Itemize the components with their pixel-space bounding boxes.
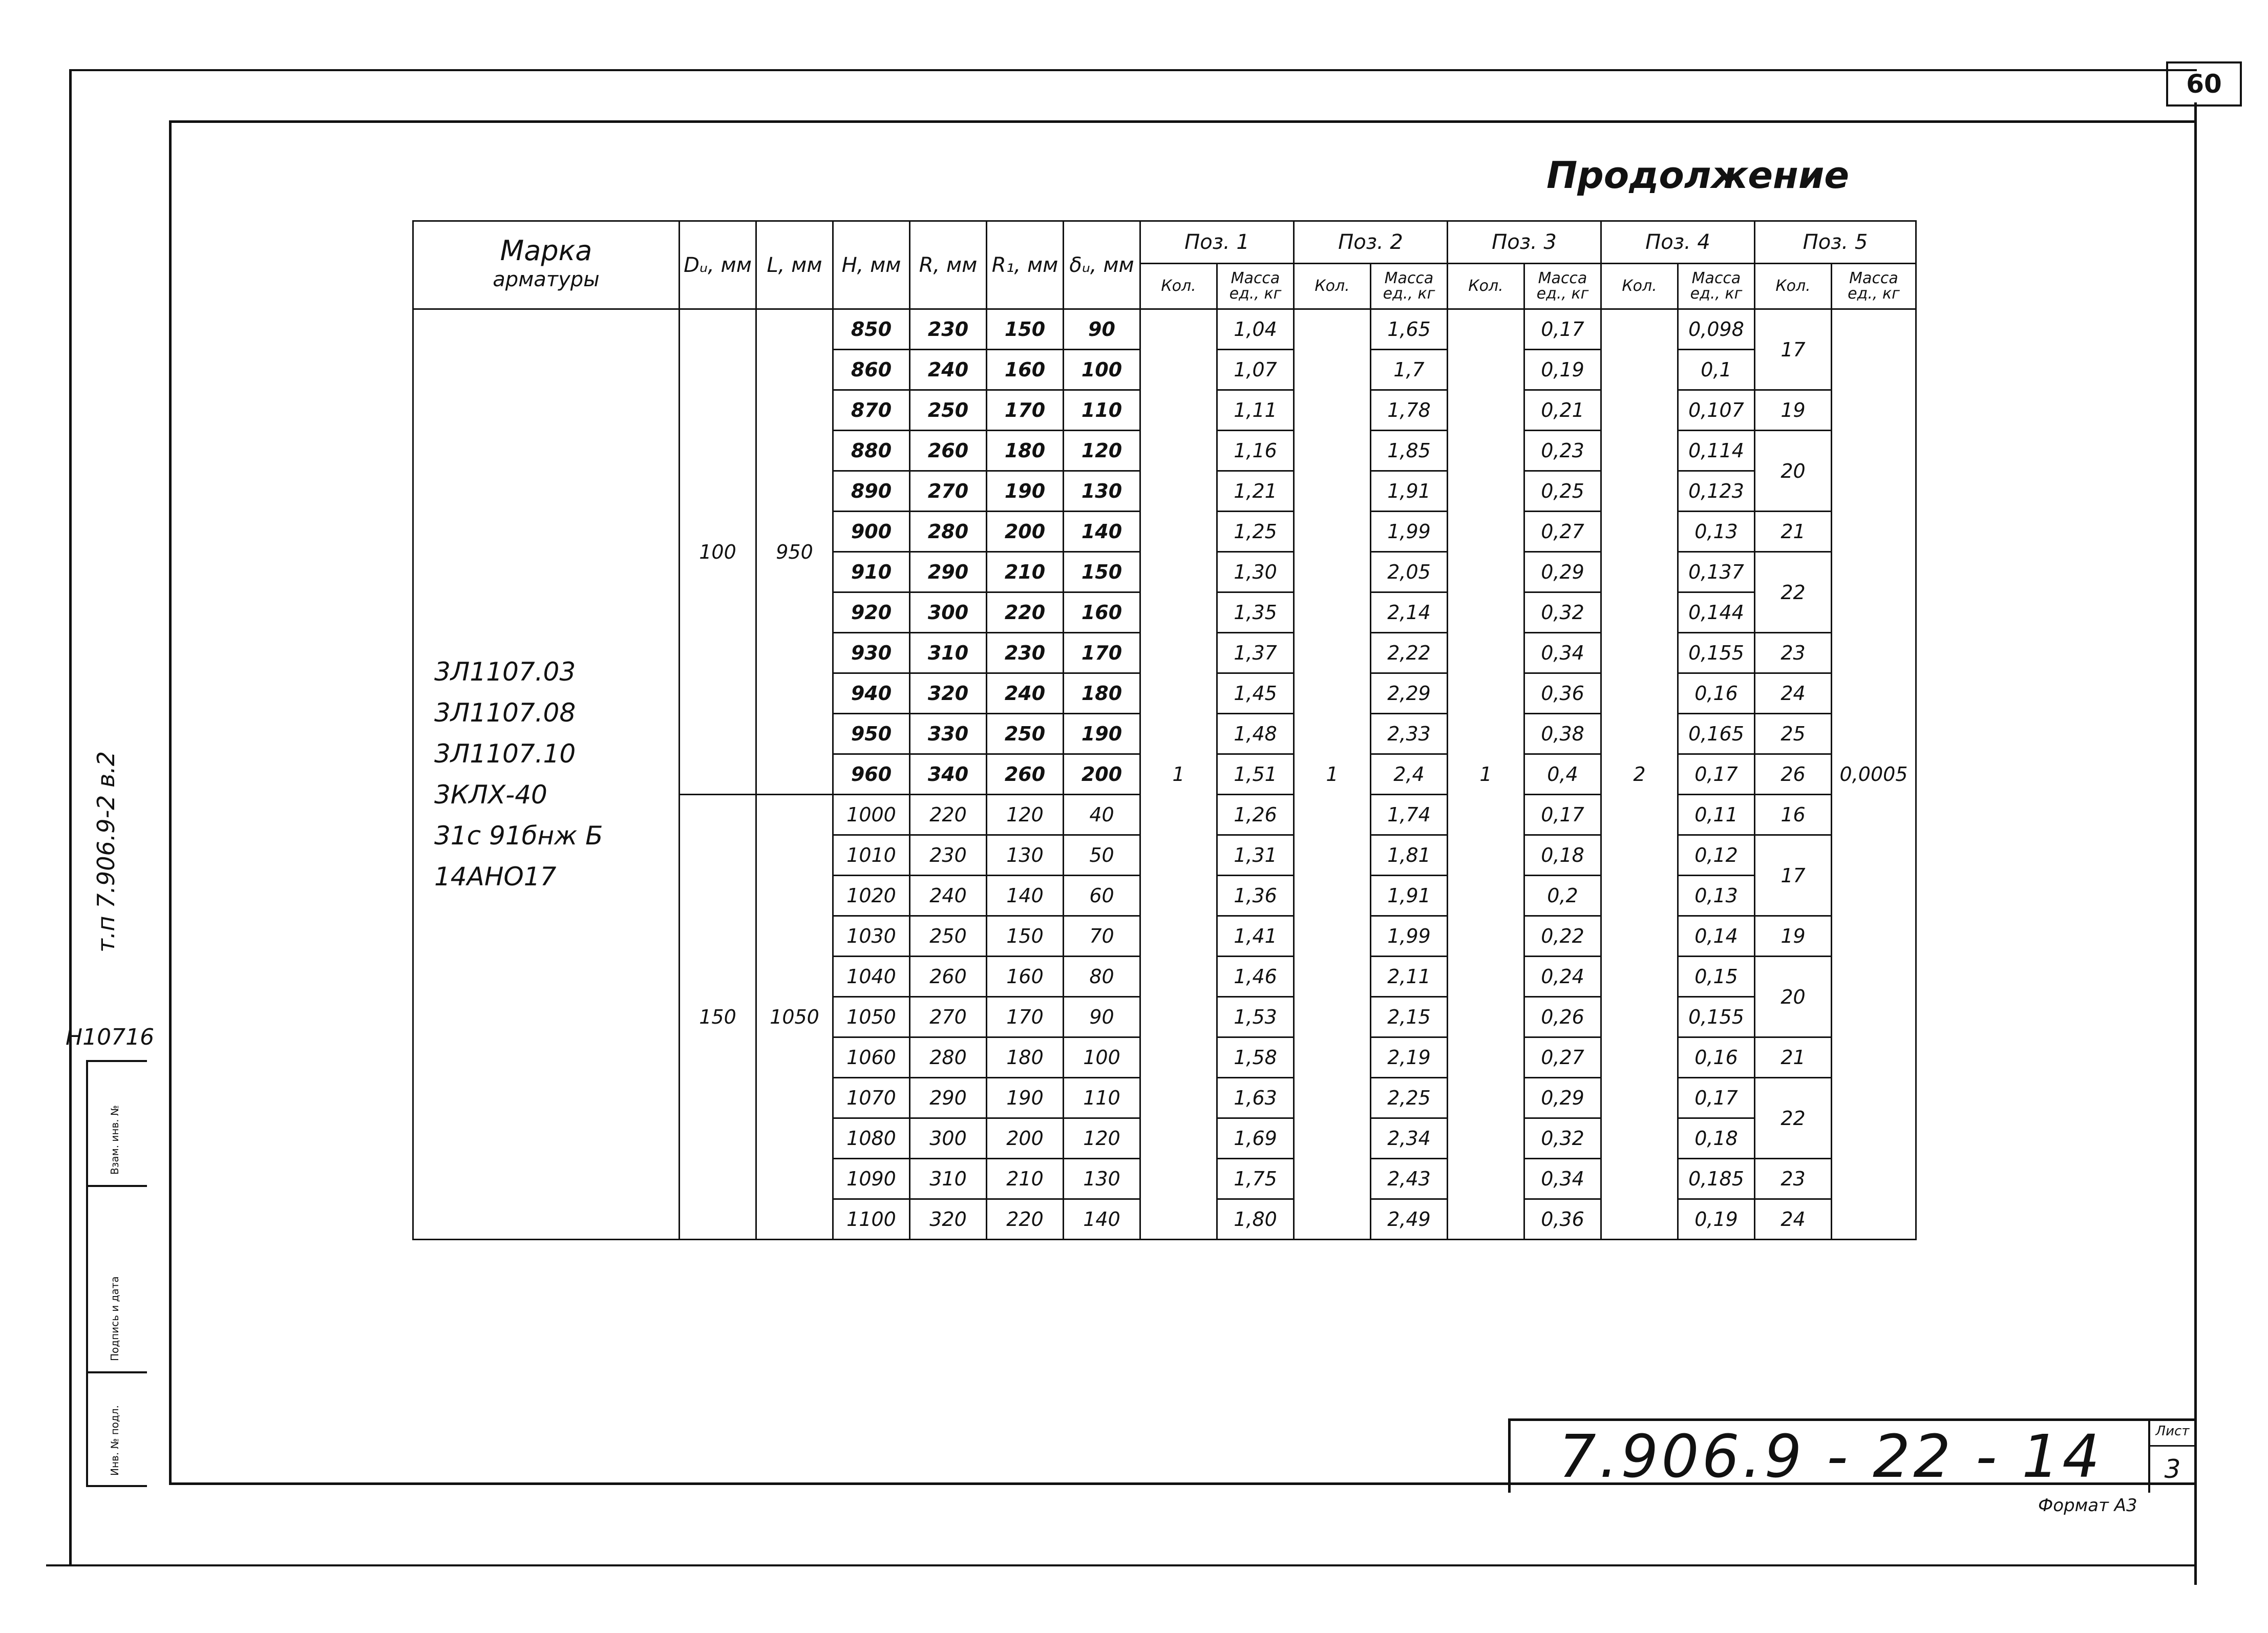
poz2-mass-cell: 1,7 — [1371, 350, 1448, 390]
r1-cell: 130 — [987, 835, 1064, 876]
stub-label: Инв. № подл. — [109, 1405, 121, 1476]
stub-cell-original — [88, 1373, 147, 1487]
poz5-mass-cell: 0,0005 — [1832, 309, 1916, 1240]
poz5-qty-cell: 17 — [1755, 309, 1832, 390]
stub-label: Подпись и дата — [109, 1276, 121, 1361]
h-cell: 1030 — [833, 916, 910, 957]
r-cell: 270 — [910, 997, 987, 1037]
r1-cell: 210 — [987, 1159, 1064, 1199]
mark-designation: 3Л1107.03 — [434, 657, 576, 687]
poz2-mass-cell: 2,22 — [1371, 633, 1448, 673]
poz2-mass-cell: 1,91 — [1371, 471, 1448, 512]
mark-designation: 3Л1107.10 — [434, 739, 576, 769]
poz1-mass-cell: 1,53 — [1217, 997, 1294, 1037]
du-header: Dᵤ, мм — [680, 221, 756, 309]
h-cell: 850 — [833, 309, 910, 350]
r-cell: 280 — [910, 512, 987, 552]
poz4-mass-cell: 0,18 — [1678, 1118, 1755, 1159]
r-cell: 230 — [910, 835, 987, 876]
delta-cell: 90 — [1064, 309, 1140, 350]
r1-cell: 260 — [987, 754, 1064, 795]
r1-cell: 200 — [987, 512, 1064, 552]
poz3-mass-cell: 0,36 — [1524, 673, 1601, 714]
poz2-mass-cell: 1,99 — [1371, 512, 1448, 552]
h-cell: 1000 — [833, 795, 910, 835]
poz2-mass-cell: 2,4 — [1371, 754, 1448, 795]
r-cell: 310 — [910, 633, 987, 673]
r-cell: 260 — [910, 957, 987, 997]
qty-header: Кол. — [1601, 264, 1678, 309]
h-cell: 950 — [833, 714, 910, 754]
poz2-mass-cell: 2,25 — [1371, 1078, 1448, 1118]
r1-cell: 230 — [987, 633, 1064, 673]
r1-cell: 240 — [987, 673, 1064, 714]
h-cell: 870 — [833, 390, 910, 431]
poz4-mass-cell: 0,17 — [1678, 1078, 1755, 1118]
qty-header: Кол. — [1448, 264, 1524, 309]
poz1-mass-cell: 1,31 — [1217, 835, 1294, 876]
poz4-mass-cell: 0,14 — [1678, 916, 1755, 957]
delta-cell: 140 — [1064, 512, 1140, 552]
poz3-mass-cell: 0,36 — [1524, 1199, 1601, 1240]
poz1-mass-cell: 1,11 — [1217, 390, 1294, 431]
poz3-mass-cell: 0,29 — [1524, 552, 1601, 592]
stub-cell-replacement — [88, 1062, 147, 1187]
poz2-mass-cell: 2,15 — [1371, 997, 1448, 1037]
continuation-label: Продолжение — [1546, 154, 1850, 197]
r-cell: 310 — [910, 1159, 987, 1199]
poz1-mass-cell: 1,45 — [1217, 673, 1294, 714]
poz3-mass-cell: 0,24 — [1524, 957, 1601, 997]
poz4-mass-cell: 0,13 — [1678, 876, 1755, 916]
r1-header: R₁, мм — [987, 221, 1064, 309]
poz1-mass-cell: 1,37 — [1217, 633, 1294, 673]
format-label: Формат А3 — [2038, 1495, 2137, 1516]
l-cell: 950 — [756, 309, 833, 795]
poz3-mass-cell: 0,34 — [1524, 633, 1601, 673]
poz4-mass-cell: 0,114 — [1678, 431, 1755, 471]
poz1-mass-cell: 1,36 — [1217, 876, 1294, 916]
mass-header: Масса ед., кг — [1217, 264, 1294, 309]
delta-cell: 180 — [1064, 673, 1140, 714]
h-cell: 1070 — [833, 1078, 910, 1118]
poz5-qty-cell: 20 — [1755, 957, 1832, 1037]
h-cell: 1040 — [833, 957, 910, 997]
r-cell: 340 — [910, 754, 987, 795]
poz1-mass-cell: 1,80 — [1217, 1199, 1294, 1240]
du-cell: 150 — [680, 795, 756, 1240]
poz3-mass-cell: 0,27 — [1524, 512, 1601, 552]
poz2-mass-cell: 2,29 — [1371, 673, 1448, 714]
poz4-mass-cell: 0,16 — [1678, 673, 1755, 714]
poz1-mass-cell: 1,48 — [1217, 714, 1294, 754]
h-cell: 900 — [833, 512, 910, 552]
r1-cell: 140 — [987, 876, 1064, 916]
poz4-mass-cell: 0,144 — [1678, 592, 1755, 633]
h-cell: 1060 — [833, 1037, 910, 1078]
qty-header: Кол. — [1140, 264, 1217, 309]
r-cell: 320 — [910, 1199, 987, 1240]
poz3-qty-cell: 1 — [1448, 309, 1524, 1240]
poz3-mass-cell: 0,32 — [1524, 1118, 1601, 1159]
poz3-mass-cell: 0,25 — [1524, 471, 1601, 512]
delta-cell: 110 — [1064, 1078, 1140, 1118]
r-cell: 250 — [910, 390, 987, 431]
sheet-divider — [2148, 1445, 2194, 1447]
mass-header: Масса ед., кг — [1678, 264, 1755, 309]
mark-designation: 3Л1107.08 — [434, 698, 576, 728]
poz2-mass-cell: 1,74 — [1371, 795, 1448, 835]
poz5-qty-cell: 21 — [1755, 1037, 1832, 1078]
poz4-mass-cell: 0,098 — [1678, 309, 1755, 350]
poz2-mass-cell: 2,19 — [1371, 1037, 1448, 1078]
poz2-mass-cell: 2,11 — [1371, 957, 1448, 997]
poz1-mass-cell: 1,25 — [1217, 512, 1294, 552]
delta-cell: 150 — [1064, 552, 1140, 592]
poz4-mass-cell: 0,123 — [1678, 471, 1755, 512]
delta-cell: 40 — [1064, 795, 1140, 835]
poz2-mass-cell: 1,65 — [1371, 309, 1448, 350]
poz2-mass-cell: 1,91 — [1371, 876, 1448, 916]
stub-cell-signature — [88, 1187, 147, 1373]
poz1-mass-cell: 1,75 — [1217, 1159, 1294, 1199]
r1-cell: 170 — [987, 390, 1064, 431]
poz3-mass-cell: 0,27 — [1524, 1037, 1601, 1078]
mass-header: Масса ед., кг — [1371, 264, 1448, 309]
poz2-mass-cell: 2,34 — [1371, 1118, 1448, 1159]
l-cell: 1050 — [756, 795, 833, 1240]
delta-cell: 140 — [1064, 1199, 1140, 1240]
delta-cell: 200 — [1064, 754, 1140, 795]
r1-cell: 200 — [987, 1118, 1064, 1159]
poz3-mass-cell: 0,17 — [1524, 795, 1601, 835]
poz5-qty-cell: 17 — [1755, 835, 1832, 916]
r-cell: 300 — [910, 592, 987, 633]
r1-cell: 170 — [987, 997, 1064, 1037]
r1-cell: 150 — [987, 916, 1064, 957]
poz1-mass-cell: 1,26 — [1217, 795, 1294, 835]
stub-label: Взам. инв. № — [109, 1105, 121, 1175]
delta-cell: 160 — [1064, 592, 1140, 633]
poz1-mass-cell: 1,07 — [1217, 350, 1294, 390]
h-cell: 1080 — [833, 1118, 910, 1159]
delta-cell: 130 — [1064, 1159, 1140, 1199]
delta-cell: 120 — [1064, 1118, 1140, 1159]
r-cell: 300 — [910, 1118, 987, 1159]
h-cell: 940 — [833, 673, 910, 714]
h-cell: 930 — [833, 633, 910, 673]
delta-header: δᵤ, мм — [1064, 221, 1140, 309]
poz1-mass-cell: 1,58 — [1217, 1037, 1294, 1078]
poz2-mass-cell: 2,14 — [1371, 592, 1448, 633]
r-cell: 250 — [910, 916, 987, 957]
r-cell: 240 — [910, 350, 987, 390]
poz1-mass-cell: 1,46 — [1217, 957, 1294, 997]
poz2-header: Поз. 2 — [1294, 221, 1448, 264]
poz5-header: Поз. 5 — [1755, 221, 1916, 264]
top-sheet-number: 60 — [2166, 61, 2242, 107]
poz4-mass-cell: 0,17 — [1678, 754, 1755, 795]
poz2-mass-cell: 1,85 — [1371, 431, 1448, 471]
delta-cell: 70 — [1064, 916, 1140, 957]
delta-cell: 100 — [1064, 350, 1140, 390]
marks-cell — [413, 309, 680, 1240]
poz5-qty-cell: 26 — [1755, 754, 1832, 795]
h-cell: 890 — [833, 471, 910, 512]
sheet-label: Лист — [2155, 1424, 2190, 1439]
poz1-mass-cell: 1,30 — [1217, 552, 1294, 592]
r1-cell: 210 — [987, 552, 1064, 592]
poz1-mass-cell: 1,16 — [1217, 431, 1294, 471]
r1-cell: 250 — [987, 714, 1064, 754]
poz3-mass-cell: 0,19 — [1524, 350, 1601, 390]
h-cell: 880 — [833, 431, 910, 471]
poz4-mass-cell: 0,107 — [1678, 390, 1755, 431]
poz3-mass-cell: 0,18 — [1524, 835, 1601, 876]
poz2-qty-cell: 1 — [1294, 309, 1371, 1240]
table-body — [413, 309, 1916, 1240]
poz3-mass-cell: 0,17 — [1524, 309, 1601, 350]
bottom-border-line — [46, 1564, 2194, 1566]
poz1-header: Поз. 1 — [1140, 221, 1294, 264]
poz4-mass-cell: 0,15 — [1678, 957, 1755, 997]
r1-cell: 160 — [987, 957, 1064, 997]
h-header: H, мм — [833, 221, 910, 309]
poz5-qty-cell: 24 — [1755, 1199, 1832, 1240]
r-cell: 270 — [910, 471, 987, 512]
h-cell: 920 — [833, 592, 910, 633]
poz3-mass-cell: 0,4 — [1524, 754, 1601, 795]
poz4-mass-cell: 0,16 — [1678, 1037, 1755, 1078]
r1-cell: 180 — [987, 431, 1064, 471]
r1-cell: 150 — [987, 309, 1064, 350]
r1-cell: 120 — [987, 795, 1064, 835]
specification-table — [412, 220, 1917, 1240]
delta-cell: 130 — [1064, 471, 1140, 512]
poz3-mass-cell: 0,29 — [1524, 1078, 1601, 1118]
delta-cell: 100 — [1064, 1037, 1140, 1078]
poz3-mass-cell: 0,23 — [1524, 431, 1601, 471]
r-cell: 260 — [910, 431, 987, 471]
delta-cell: 90 — [1064, 997, 1140, 1037]
mark-header: Марка арматуры — [413, 221, 680, 309]
poz4-header: Поз. 4 — [1601, 221, 1755, 264]
r1-cell: 190 — [987, 1078, 1064, 1118]
poz2-mass-cell: 2,05 — [1371, 552, 1448, 592]
document-code-stamp: 7.906.9 - 22 - 14 — [1508, 1418, 2151, 1493]
h-cell: 960 — [833, 754, 910, 795]
poz5-qty-cell: 22 — [1755, 1078, 1832, 1159]
poz3-mass-cell: 0,32 — [1524, 592, 1601, 633]
delta-cell: 50 — [1064, 835, 1140, 876]
poz5-qty-cell: 24 — [1755, 673, 1832, 714]
r-header: R, мм — [910, 221, 987, 309]
side-document-code: т.п 7.906.9-2 в.2 — [92, 751, 120, 952]
delta-cell: 120 — [1064, 431, 1140, 471]
poz4-mass-cell: 0,137 — [1678, 552, 1755, 592]
r-cell: 290 — [910, 1078, 987, 1118]
r-cell: 320 — [910, 673, 987, 714]
h-cell: 1100 — [833, 1199, 910, 1240]
poz4-mass-cell: 0,155 — [1678, 633, 1755, 673]
poz5-qty-cell: 23 — [1755, 1159, 1832, 1199]
poz5-qty-cell: 20 — [1755, 431, 1832, 512]
h-cell: 860 — [833, 350, 910, 390]
poz5-qty-cell: 22 — [1755, 552, 1832, 633]
poz3-mass-cell: 0,22 — [1524, 916, 1601, 957]
r1-cell: 180 — [987, 1037, 1064, 1078]
r-cell: 220 — [910, 795, 987, 835]
poz2-mass-cell: 2,49 — [1371, 1199, 1448, 1240]
poz4-mass-cell: 0,165 — [1678, 714, 1755, 754]
mass-header: Масса ед., кг — [1524, 264, 1601, 309]
poz5-qty-cell: 16 — [1755, 795, 1832, 835]
poz4-mass-cell: 0,155 — [1678, 997, 1755, 1037]
h-cell: 1020 — [833, 876, 910, 916]
poz5-qty-cell: 19 — [1755, 916, 1832, 957]
poz1-mass-cell: 1,41 — [1217, 916, 1294, 957]
inventory-number: Н10716 — [66, 1024, 155, 1050]
r-cell: 230 — [910, 309, 987, 350]
approval-stub — [86, 1060, 147, 1487]
mark-designation: 3КЛХ-40 — [434, 780, 547, 810]
poz4-mass-cell: 0,11 — [1678, 795, 1755, 835]
r-cell: 280 — [910, 1037, 987, 1078]
poz3-mass-cell: 0,38 — [1524, 714, 1601, 754]
poz2-mass-cell: 2,43 — [1371, 1159, 1448, 1199]
poz3-mass-cell: 0,2 — [1524, 876, 1601, 916]
poz3-mass-cell: 0,21 — [1524, 390, 1601, 431]
delta-cell: 60 — [1064, 876, 1140, 916]
poz1-qty-cell: 1 — [1140, 309, 1217, 1240]
h-cell: 910 — [833, 552, 910, 592]
du-cell: 100 — [680, 309, 756, 795]
h-cell: 1050 — [833, 997, 910, 1037]
poz4-mass-cell: 0,19 — [1678, 1199, 1755, 1240]
poz5-qty-cell: 23 — [1755, 633, 1832, 673]
r1-cell: 220 — [987, 1199, 1064, 1240]
r1-cell: 220 — [987, 592, 1064, 633]
mass-header: Масса ед., кг — [1832, 264, 1916, 309]
sheet-value: 3 — [2164, 1454, 2181, 1484]
h-cell: 1090 — [833, 1159, 910, 1199]
r-cell: 290 — [910, 552, 987, 592]
poz2-mass-cell: 1,99 — [1371, 916, 1448, 957]
poz2-mass-cell: 1,78 — [1371, 390, 1448, 431]
qty-header: Кол. — [1755, 264, 1832, 309]
r-cell: 240 — [910, 876, 987, 916]
poz5-qty-cell: 19 — [1755, 390, 1832, 431]
table-row — [413, 309, 1916, 350]
l-header: L, мм — [756, 221, 833, 309]
mark-designation: 31с 91бнж Б — [434, 821, 603, 851]
mark-designation: 14АНО17 — [434, 862, 557, 892]
poz2-mass-cell: 1,81 — [1371, 835, 1448, 876]
poz4-mass-cell: 0,1 — [1678, 350, 1755, 390]
poz4-mass-cell: 0,13 — [1678, 512, 1755, 552]
poz4-qty-cell: 2 — [1601, 309, 1678, 1240]
poz4-mass-cell: 0,185 — [1678, 1159, 1755, 1199]
poz5-qty-cell: 21 — [1755, 512, 1832, 552]
poz1-mass-cell: 1,35 — [1217, 592, 1294, 633]
h-cell: 1010 — [833, 835, 910, 876]
poz3-mass-cell: 0,26 — [1524, 997, 1601, 1037]
delta-cell: 190 — [1064, 714, 1140, 754]
r-cell: 330 — [910, 714, 987, 754]
poz1-mass-cell: 1,63 — [1217, 1078, 1294, 1118]
poz2-mass-cell: 2,33 — [1371, 714, 1448, 754]
poz1-mass-cell: 1,69 — [1217, 1118, 1294, 1159]
delta-cell: 170 — [1064, 633, 1140, 673]
r1-cell: 190 — [987, 471, 1064, 512]
r1-cell: 160 — [987, 350, 1064, 390]
poz1-mass-cell: 1,21 — [1217, 471, 1294, 512]
delta-cell: 80 — [1064, 957, 1140, 997]
delta-cell: 110 — [1064, 390, 1140, 431]
poz4-mass-cell: 0,12 — [1678, 835, 1755, 876]
poz3-header: Поз. 3 — [1448, 221, 1601, 264]
qty-header: Кол. — [1294, 264, 1371, 309]
poz1-mass-cell: 1,51 — [1217, 754, 1294, 795]
poz1-mass-cell: 1,04 — [1217, 309, 1294, 350]
poz3-mass-cell: 0,34 — [1524, 1159, 1601, 1199]
poz5-qty-cell: 25 — [1755, 714, 1832, 754]
